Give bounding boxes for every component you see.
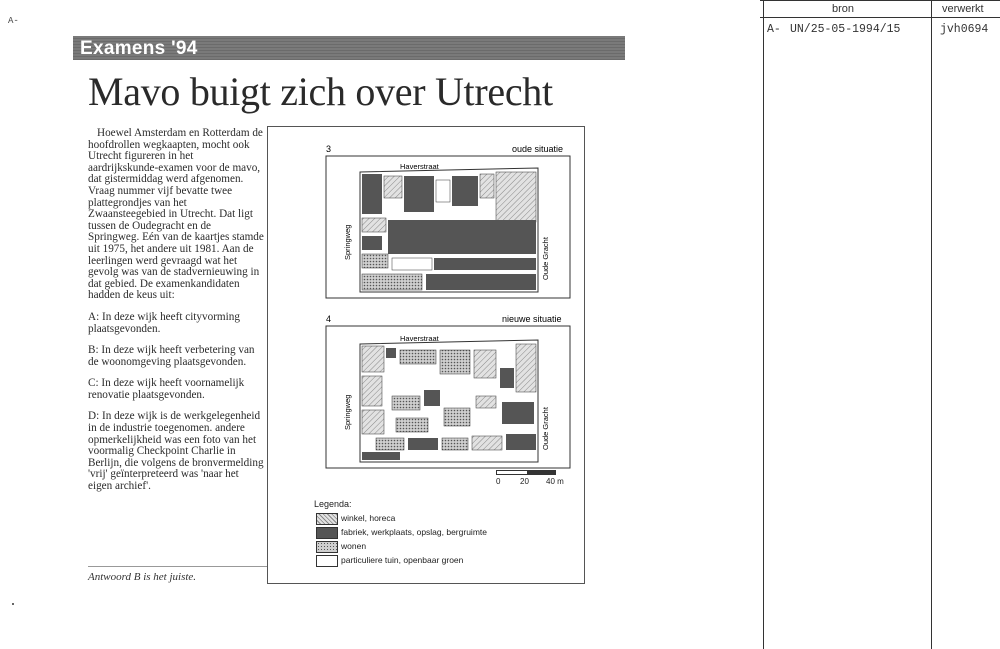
section-banner-label: Examens '94 [80,38,198,59]
article-headline: Mavo buigt zich over Utrecht [88,69,553,114]
map-old-street-right: Oude Gracht [541,237,550,280]
legend-swatch-housing [316,541,338,553]
legend-title: Legenda: [314,499,352,509]
map-new-title: nieuwe situatie [502,314,562,324]
map-new-street-right: Oude Gracht [541,407,550,450]
legend-label-industry: fabriek, werkplaats, opslag, bergruimte [341,527,487,537]
answer-line: Antwoord B is het juiste. [88,571,197,583]
legend-swatch-green [316,555,338,567]
map-old-number: 3 [326,144,332,154]
map-new [300,310,576,470]
table-header-bron: bron [832,3,855,15]
scale-tick-0: 0 [496,477,501,486]
scale-bar [496,470,556,475]
option-a: A: In deze wijk heeft cityvorming plaatsgevonden. [88,310,240,335]
map-old-street-top: Haverstraat [400,162,439,171]
map-old-title: oude situatie [512,144,564,154]
map-new-street-top: Haverstraat [400,334,439,343]
article-body [88,128,264,503]
map-old-street-left: Springweg [343,224,352,260]
answer-divider [88,566,268,567]
corner-mark: A- [8,16,19,26]
table-cell-bron: UN/25-05-1994/15 [790,23,901,36]
speck [12,603,14,605]
legend-swatch-industry [316,527,338,539]
scale-tick-20: 20 [520,477,529,486]
table-header-rule [760,17,1000,18]
table-top-rule [760,0,1000,1]
map-new-street-left: Springweg [343,394,352,430]
table-header-verwerkt: verwerkt [942,3,984,15]
table-cell-verwerkt: jvh0694 [940,23,989,36]
table-column-rule-mid [931,0,932,649]
paragraph-intro: Hoewel Amsterdam en Rotterdam de hoofdrollen wegkaapten, mocht ook Utrecht figureren in het aardrijkskunde-examen voor de mavo, dat gistermiddag werd afgenomen. Vraag nummer vijf bevatte twee plattegrondjes van het Zwaansteegebied in Utrecht. Dat ligt tussen de Oudegracht en de Springweg. Eén van de kaartjes stamde uit 1975, het andere uit 1981. Aan de leerlingen werd gevraagd wat het gevolg was van de stadvernieuwing in dat gebied. De examenkandidaten hadden de keus uit: [88,127,264,302]
map-old [300,140,576,300]
scale-tick-40: 40 m [546,477,564,486]
legend-swatch-retail [316,513,338,525]
option-d: D: In deze wijk is de werkgelegenheid in de industrie toegenomen. andere opmerkelijkheid was een foto van het voormalig Checkpoint Charlie in Berlijn, die volgens de bronvermelding 'vrij' geïnterpreteerd was 'naar het eigen archief'. [88,410,264,493]
option-b: B: In deze wijk heeft verbetering van de woonomgeving plaatsgevonden. [88,344,255,368]
option-c: C: In deze wijk heeft voornamelijk renovatie plaatsgevonden. [88,377,245,401]
table-row-prefix: A- [767,23,781,36]
legend-label-green: particuliere tuin, openbaar groen [341,555,464,565]
map-new-number: 4 [326,314,332,324]
legend-label-housing: wonen [341,541,367,551]
table-column-rule-left [763,0,764,649]
legend-label-retail: winkel, horeca [341,513,396,523]
